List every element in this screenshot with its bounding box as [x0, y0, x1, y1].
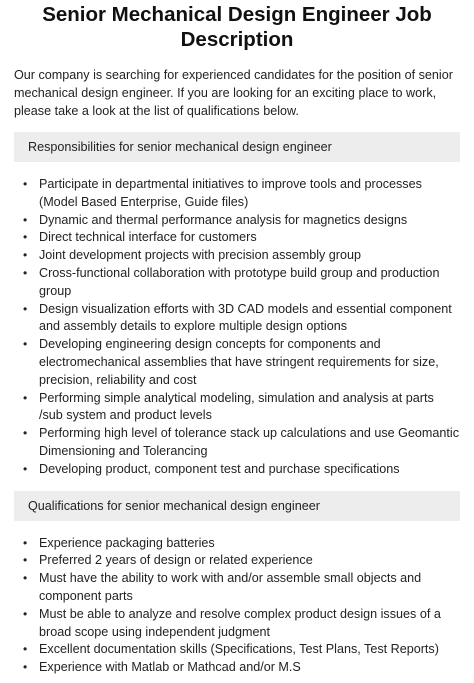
bullet-icon: •	[23, 535, 28, 550]
list-item: • Direct technical interface for customers	[39, 229, 460, 247]
list-item: • Excellent documentation skills (Specifications, Test Plans, Test Reports)	[39, 641, 460, 659]
qualifications-list	[14, 535, 460, 677]
bullet-icon: •	[23, 660, 28, 675]
qualifications-heading: Qualifications for senior mechanical design engineer	[14, 491, 460, 521]
bullet-icon: •	[23, 248, 28, 263]
bullet-icon: •	[23, 265, 28, 280]
bullet-icon: •	[23, 337, 28, 352]
list-item: • Cross-functional collaboration with prototype build group and production group	[23, 265, 440, 298]
list-item: • Dynamic and thermal performance analysis for magnetics designs	[39, 212, 460, 230]
bullet-icon: •	[23, 461, 28, 476]
bullet-icon: •	[23, 553, 28, 568]
bullet-icon: •	[23, 390, 28, 405]
list-item: • Must have the ability to work with and/or assemble small objects and component parts	[23, 571, 422, 603]
bullet-icon: •	[23, 212, 28, 227]
list-item: • Performing simple analytical modeling, simulation and analysis at parts /sub system and product levels	[23, 390, 434, 423]
responsibilities-heading: Responsibilities for senior mechanical design engineer	[14, 132, 460, 162]
bullet-icon: •	[23, 230, 28, 245]
list-item: • Joint development projects with precision assembly group	[39, 247, 460, 265]
bullet-icon: •	[23, 606, 28, 621]
list-item: • Developing product, component test and purchase specifications	[39, 461, 460, 479]
list-item: • Must be able to analyze and resolve complex product design issues of a broad scope using independent judgment	[23, 606, 441, 639]
intro-paragraph: Our company is searching for experienced candidates for the position of senior mechanical design engineer. If you are looking for an exciting place to work, please take a look at the list of qualifications below.	[14, 68, 453, 118]
list-item: • Participate in departmental initiatives to improve tools and processes (Model Based Enterprise, Guide files)	[23, 177, 422, 209]
list-item: • Design visualization efforts with 3D CAD models and essential component and assembly details to explore multiple design options	[23, 301, 452, 334]
responsibilities-list	[14, 176, 460, 479]
bullet-icon: •	[23, 301, 28, 316]
page-title: Senior Mechanical Design Engineer Job Description	[42, 3, 432, 51]
list-item: • Developing engineering design concepts for components and electromechanical assemblies that have stringent requirements for size, precision, reliability and cost	[23, 337, 439, 387]
bullet-icon: •	[23, 642, 28, 657]
list-item: • Experience packaging batteries	[39, 535, 460, 553]
bullet-icon: •	[23, 177, 28, 191]
list-item: • Experience with Matlab or Mathcad and/or M.S	[39, 659, 460, 677]
list-item: • Performing high level of tolerance stack up calculations and use Geomantic Dimensioning and Tolerancing	[23, 426, 460, 458]
list-item: • Preferred 2 years of design or related experience	[39, 552, 460, 570]
bullet-icon: •	[23, 426, 28, 441]
bullet-icon: •	[23, 571, 28, 586]
